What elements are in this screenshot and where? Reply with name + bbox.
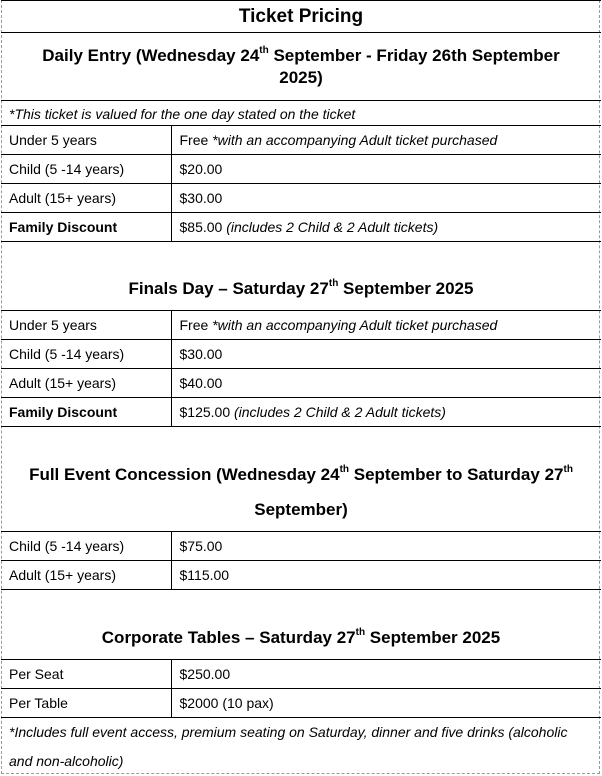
section-heading-daily-entry: Daily Entry (Wednesday 24th September - Friday 26th September 2025) (42, 45, 560, 87)
table-row (1, 311, 601, 340)
row-price: $250.00 (171, 660, 601, 689)
finals-day-price-table (1, 310, 601, 427)
row-label: Per Table (1, 689, 171, 718)
table-row (1, 126, 601, 155)
row-price: $20.00 (171, 155, 601, 184)
table-row (1, 213, 601, 242)
table-row (1, 340, 601, 369)
row-price: $115.00 (171, 561, 601, 590)
row-label: Adult (15+ years) (1, 561, 171, 590)
table-row (1, 561, 601, 590)
row-label: Family Discount (1, 213, 171, 242)
table-row (1, 532, 601, 561)
row-label: Per Seat (1, 660, 171, 689)
row-price: $30.00 (171, 184, 601, 213)
row-label: Adult (15+ years) (1, 369, 171, 398)
full-event-price-table (1, 531, 601, 590)
row-label: Adult (15+ years) (1, 184, 171, 213)
row-price: Free *with an accompanying Adult ticket purchased (171, 311, 601, 340)
row-label: Under 5 years (1, 126, 171, 155)
row-price: $30.00 (171, 340, 601, 369)
row-price: $40.00 (171, 369, 601, 398)
row-label: Child (5 -14 years) (1, 532, 171, 561)
row-price: Free *with an accompanying Adult ticket purchased (171, 126, 601, 155)
daily-entry-note: *This ticket is valued for the one day stated on the ticket (9, 105, 356, 122)
row-label: Family Discount (1, 398, 171, 427)
section-heading-finals-day: Finals Day – Saturday 27th September 2025 (128, 277, 474, 298)
daily-entry-price-table (1, 125, 601, 242)
row-label: Child (5 -14 years) (1, 155, 171, 184)
table-row (1, 660, 601, 689)
section-heading-corporate-tables: Corporate Tables – Saturday 27th September 2025 (101, 627, 501, 647)
table-row (1, 689, 601, 718)
table-row (1, 155, 601, 184)
section-heading-full-event-concession: Full Event Concession (Wednesday 24th September to Saturday 27th September) (29, 464, 573, 519)
row-price: $85.00 (includes 2 Child & 2 Adult tickets) (171, 213, 601, 242)
row-price: $125.00 (includes 2 Child & 2 Adult tickets) (171, 398, 601, 427)
table-row (1, 184, 601, 213)
corporate-tables-price-table (1, 659, 601, 718)
page-title: Ticket Pricing (1, 0, 601, 33)
table-row (1, 369, 601, 398)
table-row (1, 398, 601, 427)
corporate-tables-note: *Includes full event access, premium seating on Saturday, dinner and five drinks (alcoholic and non-alcoholic) (9, 724, 568, 769)
row-label: Child (5 -14 years) (1, 340, 171, 369)
row-price: $75.00 (171, 532, 601, 561)
row-label: Under 5 years (1, 311, 171, 340)
row-price: $2000 (10 pax) (171, 689, 601, 718)
